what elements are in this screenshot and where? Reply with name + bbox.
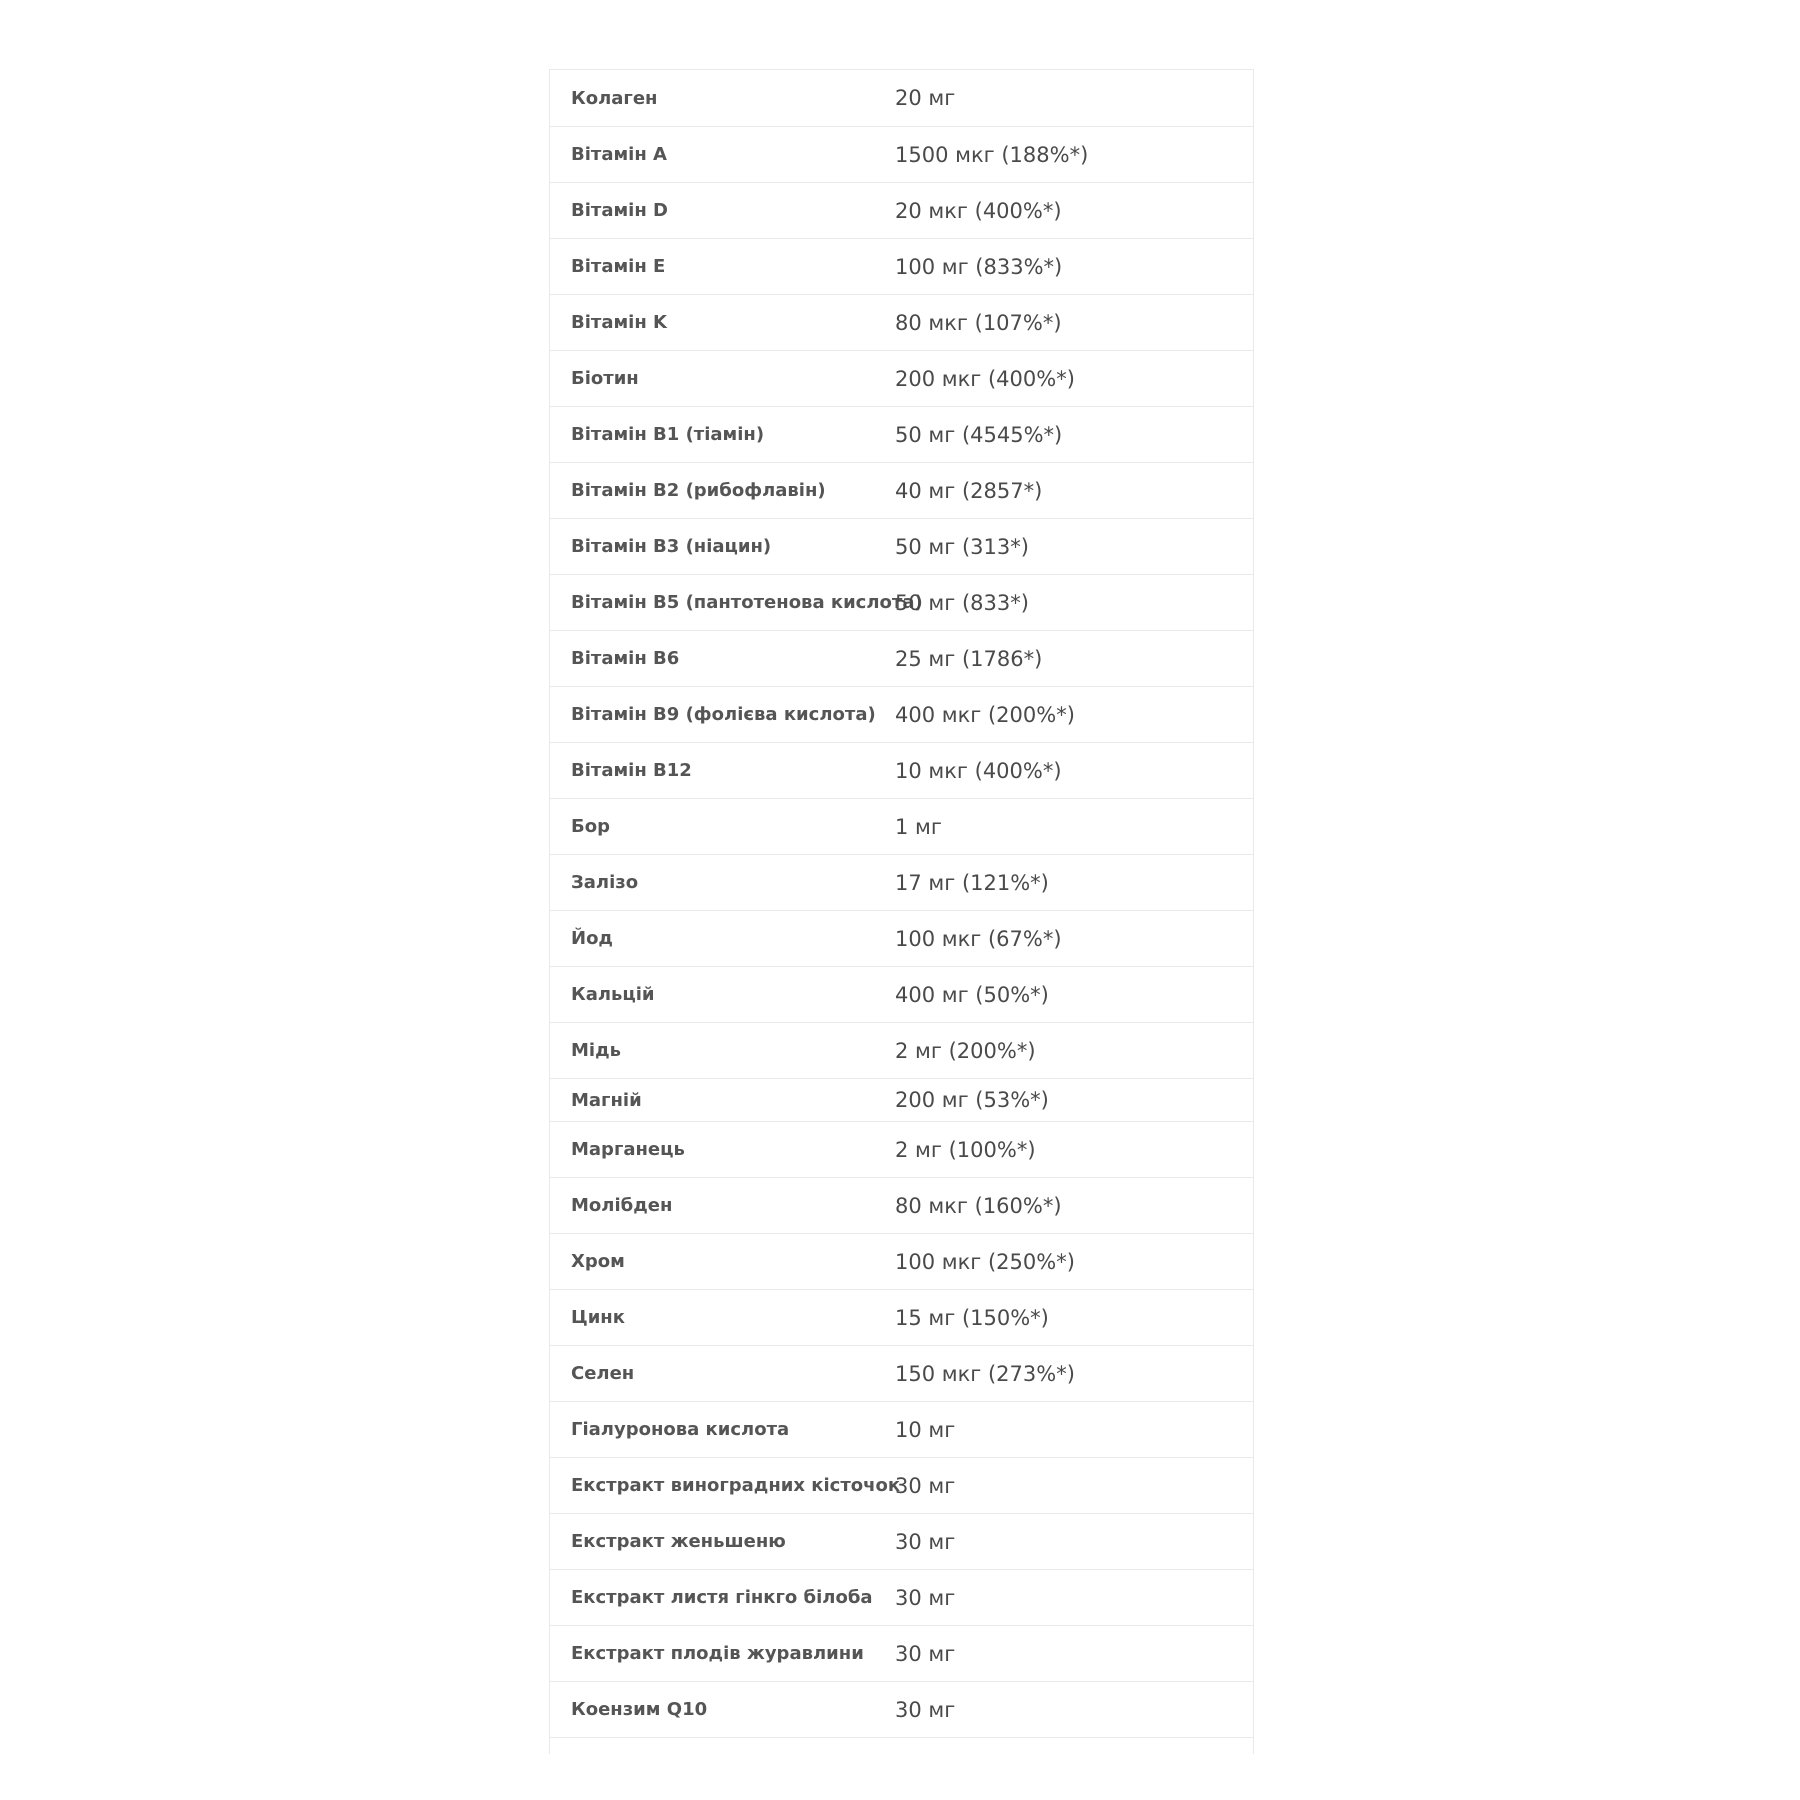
ingredient-amount: 80 мкг (160%*) [895,1193,1062,1218]
table-row [550,1121,1253,1177]
ingredient-amount: 1 мг [895,814,942,839]
ingredient-amount: 50 мг (833*) [895,590,1029,615]
ingredient-name: Бор [571,816,610,837]
table-row [550,406,1253,462]
table-row-stub [550,1737,1253,1754]
table-row [550,798,1253,854]
table-row [550,742,1253,798]
ingredient-name: Селен [571,1363,635,1384]
table-row [550,686,1253,742]
ingredient-name: Кальцій [571,984,655,1005]
ingredient-amount: 10 мкг (400%*) [895,758,1062,783]
ingredient-name: Вітамін А [571,144,667,165]
table-row [550,518,1253,574]
ingredient-name: Вітамін В5 (пантотенова кислота) [571,592,923,613]
ingredient-name: Вітамін E [571,256,666,277]
ingredient-name: Хром [571,1251,625,1272]
ingredient-amount: 50 мг (313*) [895,534,1029,559]
ingredient-amount: 25 мг (1786*) [895,646,1043,671]
table-row [550,126,1253,182]
ingredient-amount: 30 мг [895,1585,956,1610]
ingredient-amount: 30 мг [895,1697,956,1722]
table-row [550,294,1253,350]
table-row [550,1457,1253,1513]
ingredient-amount: 200 мг (53%*) [895,1088,1049,1112]
ingredient-amount: 400 мкг (200%*) [895,702,1075,727]
ingredient-amount: 10 мг [895,1417,956,1442]
ingredient-name: Екстракт плодів журавлини [571,1643,864,1664]
table-row [550,1022,1253,1078]
ingredient-amount: 2 мг (100%*) [895,1137,1036,1162]
ingredient-amount: 150 мкг (273%*) [895,1361,1075,1386]
ingredient-name: Біотин [571,368,639,389]
table-row [550,238,1253,294]
ingredient-amount: 400 мг (50%*) [895,982,1049,1007]
ingredient-name: Цинк [571,1307,625,1328]
ingredient-amount: 20 мкг (400%*) [895,198,1062,223]
ingredient-amount: 30 мг [895,1641,956,1666]
ingredient-name: Мідь [571,1040,622,1061]
ingredient-amount: 100 мг (833%*) [895,254,1063,279]
table-row [550,350,1253,406]
ingredient-name: Магній [571,1089,642,1111]
table-row [550,854,1253,910]
ingredient-amount: 100 мкг (250%*) [895,1249,1075,1274]
ingredient-name: Вітамін D [571,200,668,221]
ingredient-amount: 40 мг (2857*) [895,478,1043,503]
ingredient-name: Екстракт женьшеню [571,1531,786,1552]
table-row [550,1513,1253,1569]
table-row [550,1233,1253,1289]
table-row [550,1078,1253,1121]
table-row [550,574,1253,630]
ingredient-name: Вітамін В3 (ніацин) [571,536,772,557]
table-row [550,910,1253,966]
table-row [550,69,1253,126]
ingredient-name: Екстракт виноградних кісточок [571,1475,901,1496]
ingredient-name: Йод [571,928,613,949]
ingredient-name: Колаген [571,87,658,109]
ingredient-name: Екстракт листя гінкго білоба [571,1587,873,1608]
ingredient-amount: 1500 мкг (188%*) [895,142,1089,167]
ingredient-name: Вітамін K [571,312,668,333]
ingredient-name: Залізо [571,872,639,893]
ingredient-name: Вітамін В9 (фолієва кислота) [571,704,876,725]
ingredient-name: Марганець [571,1139,685,1160]
table-row [550,1401,1253,1457]
ingredient-amount: 100 мкг (67%*) [895,926,1062,951]
ingredient-name: Вітамін В6 [571,648,680,669]
table-row [550,182,1253,238]
table-row [550,1177,1253,1233]
ingredient-name: Молібден [571,1195,673,1216]
ingredient-name: Вітамін В2 (рибофлавін) [571,480,826,501]
table-row [550,630,1253,686]
ingredient-amount: 2 мг (200%*) [895,1038,1036,1063]
ingredient-amount: 200 мкг (400%*) [895,366,1075,391]
table-row [550,462,1253,518]
ingredient-amount: 15 мг (150%*) [895,1305,1049,1330]
table-row [550,1569,1253,1625]
ingredient-amount: 30 мг [895,1529,956,1554]
ingredient-amount: 17 мг (121%*) [895,870,1049,895]
composition-table [549,69,1254,1754]
table-row [550,1289,1253,1345]
ingredient-amount: 50 мг (4545%*) [895,422,1063,447]
ingredient-name: Вітамін В12 [571,760,692,781]
table-row [550,966,1253,1022]
table-row [550,1345,1253,1401]
ingredient-amount: 80 мкг (107%*) [895,310,1062,335]
ingredient-amount: 30 мг [895,1473,956,1498]
ingredient-name: Коензим Q10 [571,1699,708,1720]
ingredient-amount: 20 мг [895,86,956,110]
table-row [550,1625,1253,1681]
ingredient-name: Вітамін В1 (тіамін) [571,424,765,445]
ingredient-name: Гіалуронова кислота [571,1419,790,1440]
table-row [550,1681,1253,1737]
